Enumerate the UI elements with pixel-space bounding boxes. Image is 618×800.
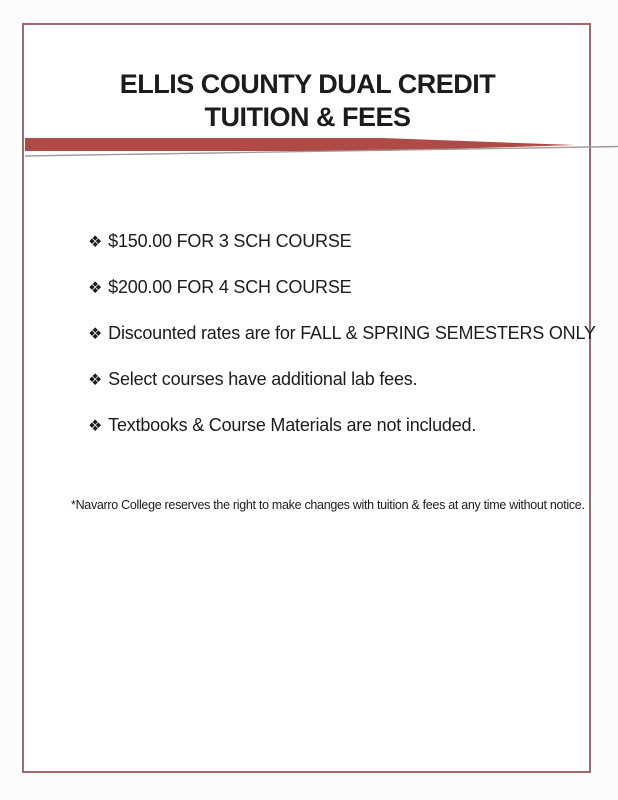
bullet-list xyxy=(88,230,596,460)
diamond-bullet-icon: ❖ xyxy=(88,232,103,251)
diamond-bullet-icon: ❖ xyxy=(88,278,103,297)
list-item xyxy=(88,368,558,391)
page-title-line1: ELLIS COUNTY DUAL CREDIT xyxy=(119,69,496,99)
bullet-text: $200.00 FOR 4 SCH COURSE xyxy=(108,277,352,297)
list-item xyxy=(88,322,596,345)
page-title-line2: TUITION & FEES xyxy=(204,102,411,132)
list-item xyxy=(88,414,558,437)
diamond-bullet-icon: ❖ xyxy=(88,370,103,389)
bullet-text: Textbooks & Course Materials are not included. xyxy=(108,415,477,435)
arrow-divider xyxy=(22,133,618,161)
list-item xyxy=(88,230,558,253)
footnote: *Navarro College reserves the right to make changes with tuition & fees at any time without notice. xyxy=(71,498,585,512)
diamond-bullet-icon: ❖ xyxy=(88,416,103,435)
bullet-text: Select courses have additional lab fees. xyxy=(108,369,418,389)
diamond-bullet-icon: ❖ xyxy=(88,324,103,343)
page-title xyxy=(22,68,593,134)
bullet-text: Discounted rates are for FALL & SPRING SEMESTERS ONLY xyxy=(108,323,596,343)
bullet-text: $150.00 FOR 3 SCH COURSE xyxy=(108,231,352,251)
list-item xyxy=(88,276,558,299)
